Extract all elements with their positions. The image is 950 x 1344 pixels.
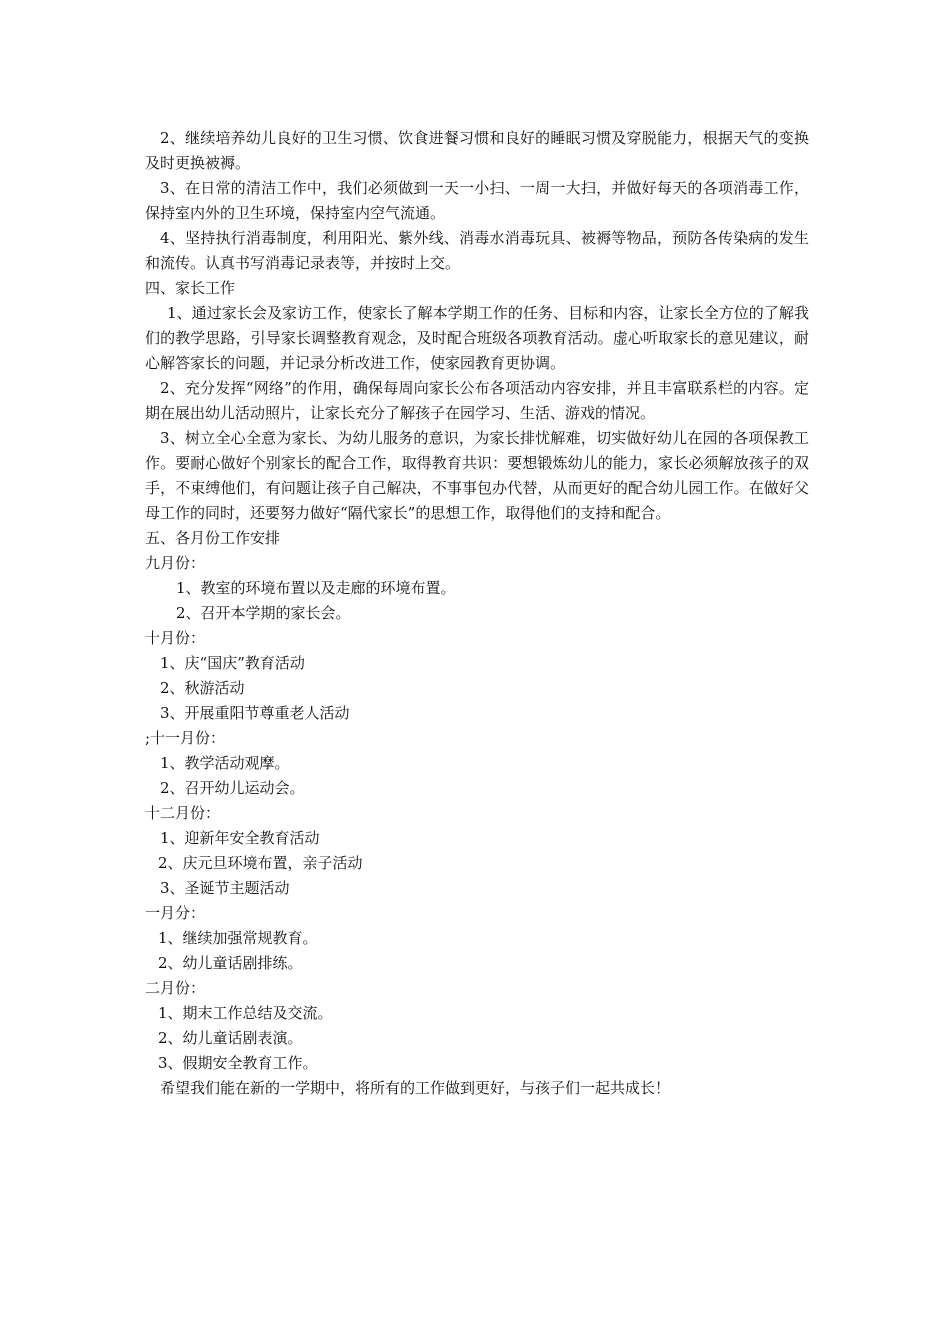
december-item: 1、迎新年安全教育活动 bbox=[160, 829, 320, 847]
hygiene-item-2: 2、继续培养幼儿良好的卫生习惯、饮食进餐习惯和良好的睡眠习惯及穿脱能力，根据天气的变换及时更换被褥。 bbox=[145, 129, 809, 172]
section-heading-monthly: 五、各月份工作安排 bbox=[145, 529, 281, 547]
january-item: 1、继续加强常规教育。 bbox=[158, 929, 318, 947]
parents-item-1: 1、通过家长会及家访工作，使家长了解本学期工作的任务、目标和内容，让家长全方位的了解我们的教学思路，引导家长调整教育观念，及时配合班级各项教育活动。虚心听取家长的意见建议，耐心解答家长的问题，并记录分析改进工作，使家园教育更协调。 bbox=[145, 304, 809, 372]
month-label-february: 二月份： bbox=[145, 979, 206, 997]
parents-item-2: 2、充分发挥“网络”的作用，确保每周向家长公布各项活动内容安排，并且丰富联系栏的内容。定期在展出幼儿活动照片，让家长充分了解孩子在园学习、生活、游戏的情况。 bbox=[145, 379, 809, 422]
closing-remark: 希望我们能在新的一学期中，将所有的工作做到更好，与孩子们一起共成长！ bbox=[160, 1079, 671, 1097]
february-item: 3、假期安全教育工作。 bbox=[158, 1054, 318, 1072]
october-item: 1、庆“国庆”教育活动 bbox=[160, 654, 305, 672]
month-label-november: ;十一月份： bbox=[145, 729, 226, 747]
month-label-october: 十月份： bbox=[145, 629, 206, 647]
november-item: 2、召开幼儿运动会。 bbox=[160, 779, 305, 797]
october-item: 2、秋游活动 bbox=[160, 679, 245, 697]
month-label-december: 十二月份： bbox=[145, 804, 221, 822]
february-item: 2、幼儿童话剧表演。 bbox=[158, 1029, 303, 1047]
january-item: 2、幼儿童话剧排练。 bbox=[158, 954, 303, 972]
parents-item-3: 3、树立全心全意为家长、为幼儿服务的意识，为家长排忧解难，切实做好幼儿在园的各项保教工作。要耐心做好个别家长的配合工作，取得教育共识：要想锻炼幼儿的能力，家长必须解放孩子的双手，不束缚他们，有问题让孩子自己解决，不事事包办代替，从而更好的配合幼儿园工作。在做好父母工作的同时，还要努力做好“隔代家长”的思想工作，取得他们的支持和配合。 bbox=[145, 429, 809, 522]
february-item: 1、期末工作总结及交流。 bbox=[158, 1004, 333, 1022]
document-page bbox=[145, 126, 809, 1101]
december-item: 3、圣诞节主题活动 bbox=[160, 879, 290, 897]
section-heading-parents: 四、家长工作 bbox=[145, 279, 236, 297]
october-item: 3、开展重阳节尊重老人活动 bbox=[160, 704, 350, 722]
month-label-september: 九月份： bbox=[145, 554, 206, 572]
september-item: 2、召开本学期的家长会。 bbox=[176, 604, 351, 622]
hygiene-item-3: 3、在日常的清洁工作中，我们必须做到一天一小扫、一周一大扫，并做好每天的各项消毒工作，保持室内外的卫生环境，保持室内空气流通。 bbox=[145, 179, 809, 222]
november-item: 1、教学活动观摩。 bbox=[160, 754, 290, 772]
september-item: 1、教室的环境布置以及走廊的环境布置。 bbox=[176, 579, 456, 597]
december-item: 2、庆元旦环境布置，亲子活动 bbox=[158, 854, 363, 872]
hygiene-item-4: 4、坚持执行消毒制度，利用阳光、紫外线、消毒水消毒玩具、被褥等物品，预防各传染病的发生和流传。认真书写消毒记录表等，并按时上交。 bbox=[145, 229, 809, 272]
month-label-january: 一月分： bbox=[145, 904, 206, 922]
